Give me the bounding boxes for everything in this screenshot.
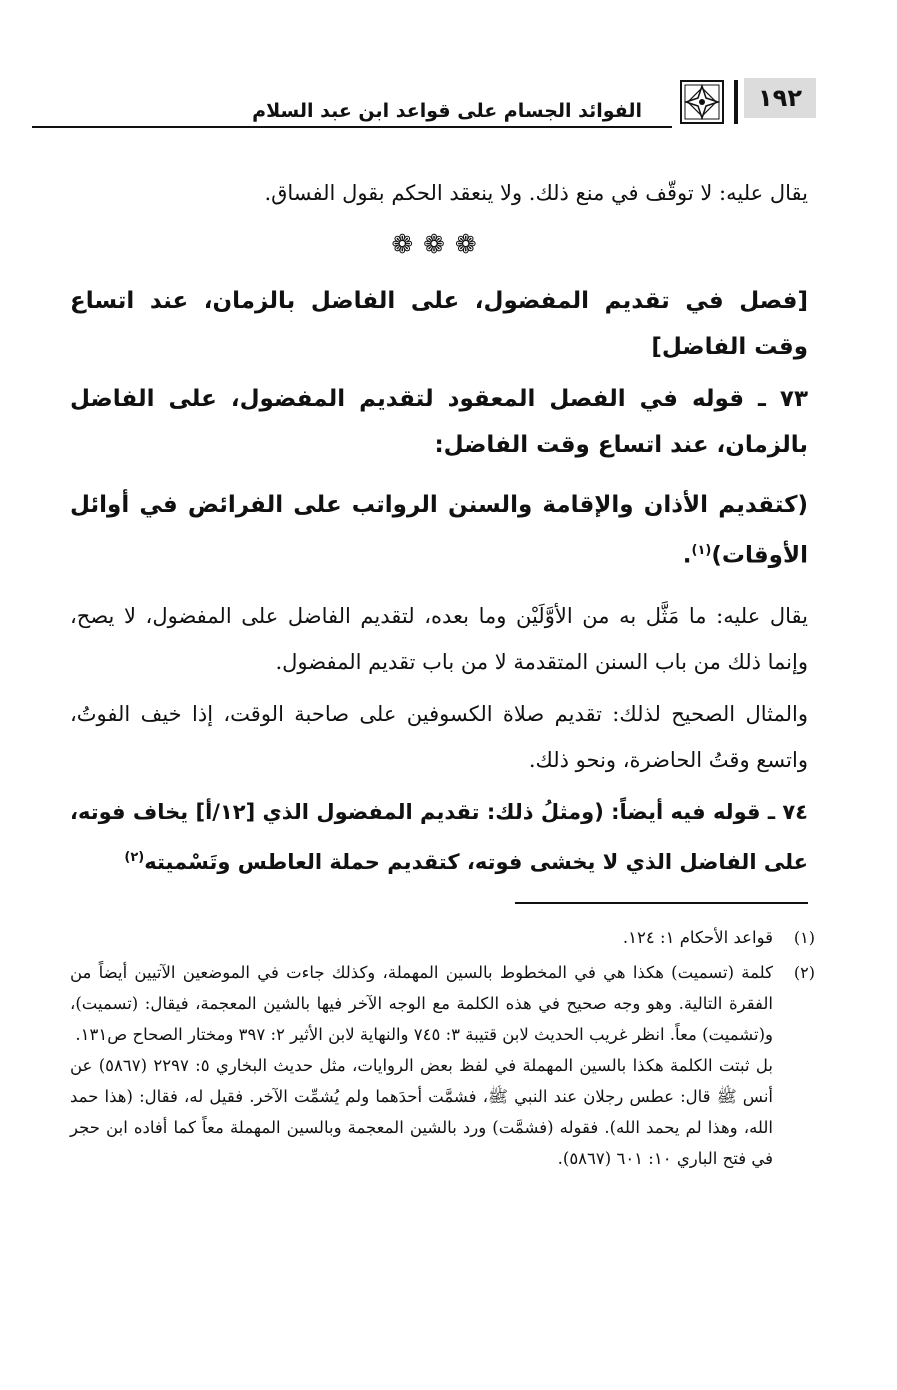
running-title: الفوائد الجسام على قواعد ابن عبد السلام (252, 100, 642, 122)
footnote-text-continued: بل ثبتت الكلمة هكذا بالسين المهملة في لفظ بعض الروايات، مثل حديث البخاري ٥: ٢٢٩٧ (٥٨٦٧) عن أنس ﷺ قال: عطس رجلان عند النبي ﷺ، فشمَّت أحدَهما ولم يُشمِّت الآخر. فقيل له، فقال: (هذا حمد الله، وهذا لم يحمد الله). فقوله (فشمَّت) ورد بالشين المعجمة وبالسين المهملة معاً كما أفاده ابن حجر في فتح الباري ١٠: ٦٠١ (٥٨٦٧). (70, 1056, 774, 1168)
footnote-rule (515, 902, 808, 904)
section-heading: [فصل في تقديم المفضول، على الفاضل بالزمان، عند اتساع وقت الفاضل] (70, 288, 808, 360)
quote-text: (كتقديم الأذان والإقامة والسنن الرواتب على الفرائض في أوائل الأوقات) (70, 492, 808, 569)
paragraph-73: ٧٣ ـ قوله في الفصل المعقود لتقديم المفضول، على الفاضل بالزمان، عند اتساع وقت الفاضل: (70, 386, 808, 458)
footnote-2 (70, 957, 815, 1174)
paragraph-example: والمثال الصحيح لذلك: تقديم صلاة الكسوفين على صاحبة الوقت، إذا خيف الفوتُ، واتسع وقتُ الحاضرة، ونحو ذلك. (70, 701, 808, 772)
page-header (32, 78, 817, 130)
footnote-text: كلمة (تسميت) هكذا هي في المخطوط بالسين المهملة، وكذلك جاءت في الموضعين الآتيين أيضاً من الفقرة التالية. وهو وجه صحيح في هذه الكلمة مع الوجه الآخر فيها بالشين المعجمة، فيقال: (تسميت)، و(تشميت) معاً. انظر غريب الحديث لابن قتيبة ٣: ٧٤٥ والنهاية لابن الأثير ٢: ٣٩٧ ومختار الصحاح ص١٣١. (70, 963, 773, 1044)
paragraph-intro: يقال عليه: لا توقّف في منع ذلك. ولا ينعقد الحكم بقول الفساق. (264, 181, 808, 205)
footnote-body (70, 957, 773, 1174)
paragraph-74-text: ٧٤ ـ قوله فيه أيضاً: (ومثلُ ذلك: تقديم المفضول الذي [١٢/أ] يخاف فوته، على الفاضل الذي لا يخشى فوته، كتقديم حملة العاطس وتَسْميته (70, 799, 808, 874)
footnote-ref-1: (١) (691, 543, 712, 558)
section-separator: ❁❁❁ (391, 230, 487, 260)
footnote-ref-2: (٢) (124, 849, 145, 865)
quote-73: (كتقديم الأذان والإقامة والسنن الرواتب على الفرائض في أوائل الأوقات)$^{(١)}$. (70, 492, 808, 569)
footnote-text: قواعد الأحكام ١: ١٢٤. (622, 928, 773, 947)
header-rule (32, 126, 672, 128)
footnote-number: (٢) (793, 963, 815, 982)
paragraph-74 (70, 789, 808, 885)
header-divider (734, 80, 738, 124)
footnotes (70, 922, 815, 1174)
page-number: ١٩٢ (744, 78, 816, 118)
footnote-1 (70, 922, 815, 953)
main-text (70, 170, 808, 885)
paragraph-answer: يقال عليه: ما مَثَّل به من الأوَّلَيْن وما بعده، لتقديم الفاضل على المفضول، لا يصح، وإنما ذلك من باب السنن المتقدمة لا من باب تقديم المفضول. (70, 603, 808, 674)
ornament-icon (680, 80, 724, 124)
footnote-number: (١) (793, 928, 815, 947)
